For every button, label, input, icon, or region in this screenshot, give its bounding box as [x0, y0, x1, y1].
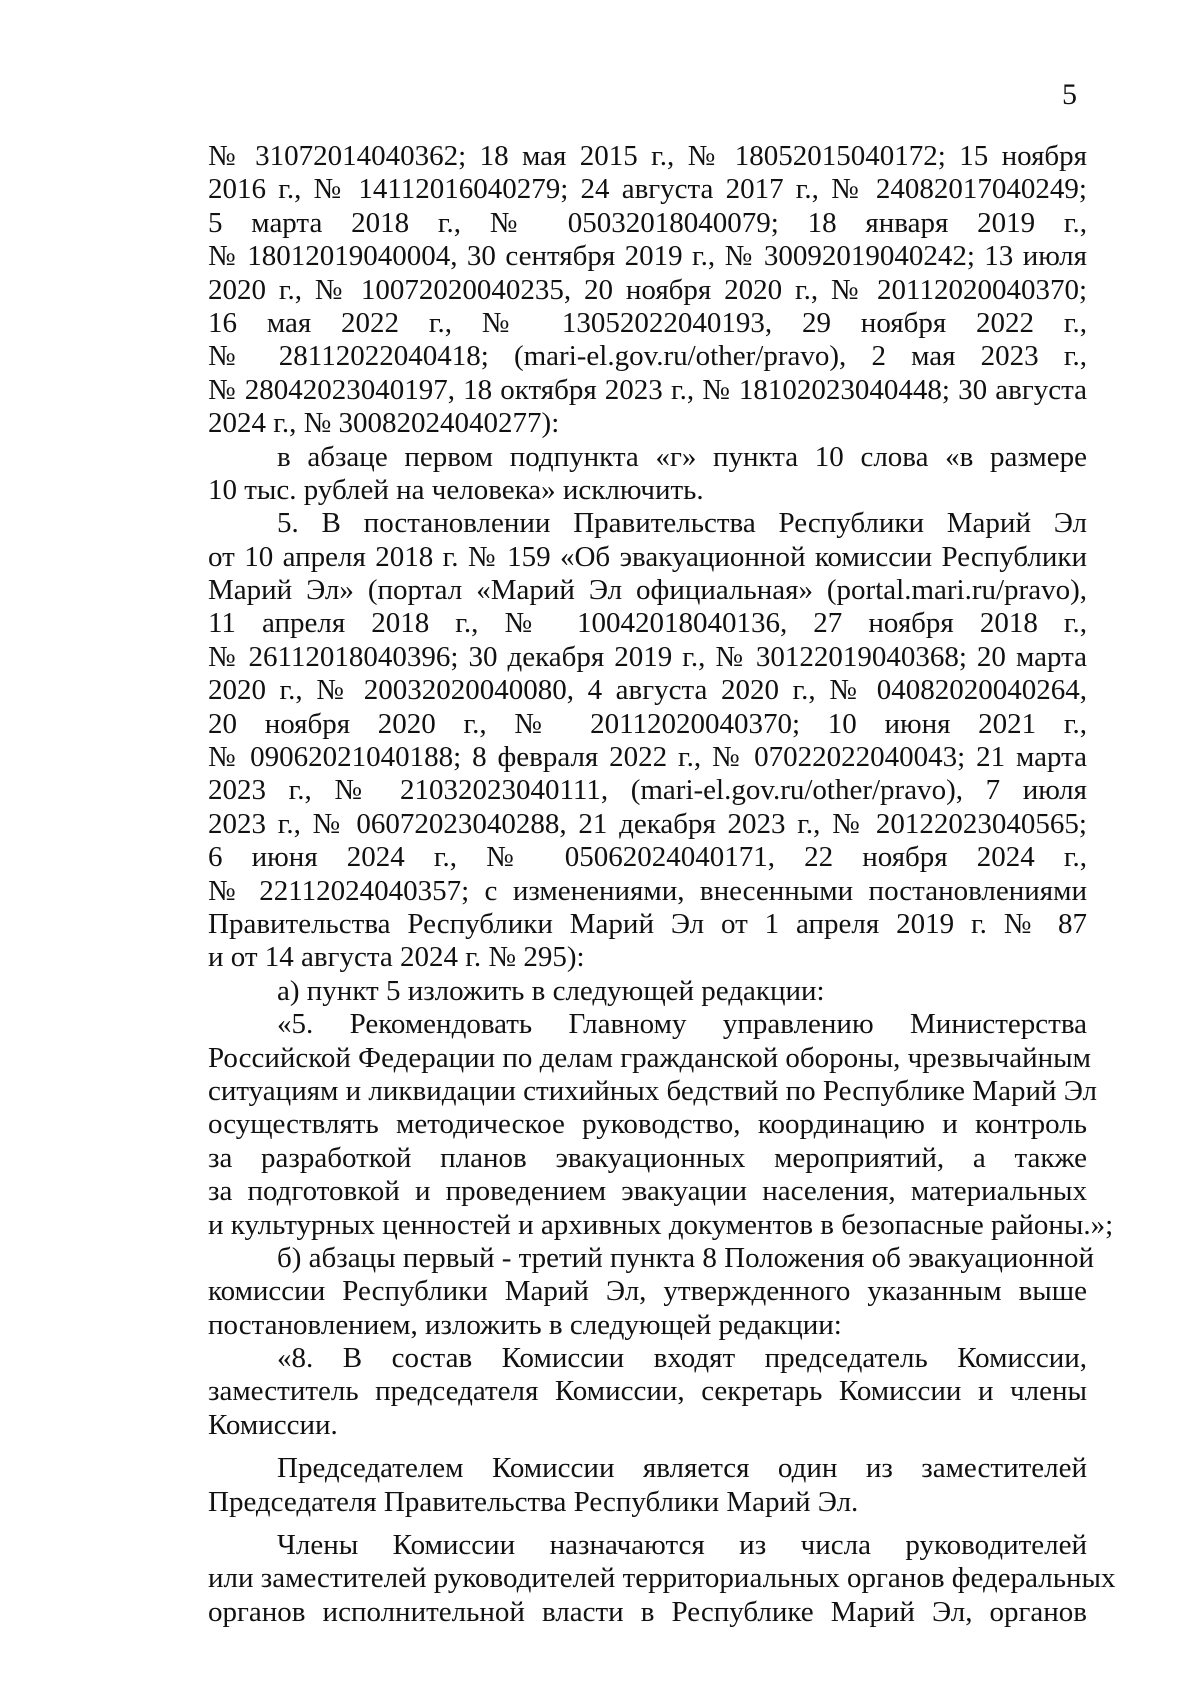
text-line: № 31072014040362; 18 мая 2015 г., № 18052015040172; 15 ноября [208, 140, 1087, 172]
text-line: 2020 г., № 20032020040080, 4 августа 2020 г., № 04082020040264, [208, 674, 1087, 707]
text-line: в абзаце первом подпункта «г» пункта 10 слова «в размере [277, 440, 1087, 473]
text-line: «8. В состав Комиссии входят председатель Комиссии, [277, 1342, 1087, 1375]
text-line: 20 ноября 2020 г., № 20112020040370; 10 июня 2021 г., [208, 707, 1087, 740]
text-line: б) абзацы первый - третий пункта 8 Положения об эвакуационной [277, 1241, 1094, 1274]
text-line: и от 14 августа 2024 г. № 295): [208, 941, 585, 974]
paragraph-spacer [208, 1519, 1087, 1529]
text-line: Члены Комиссии назначаются из числа руководителей [277, 1529, 1087, 1562]
text-line: 16 мая 2022 г., № 13052022040193, 29 ноября 2022 г., [208, 306, 1087, 339]
paragraph-quote-item-5 [208, 1008, 1114, 1242]
text-line: № 28042023040197, 18 октября 2023 г., № 18102023040448; 30 августа [208, 373, 1087, 406]
paragraph-subpoint-g [208, 441, 1087, 508]
text-line: и культурных ценностей и архивных документов в безопасные районы.»; [208, 1208, 1114, 1241]
text-line: Правительства Республики Марий Эл от 1 апреля 2019 г. № 87 [208, 907, 1087, 940]
text-line: «5. Рекомендовать Главному управлению Министерства [277, 1008, 1087, 1041]
text-line: 11 апреля 2018 г., № 10042018040136, 27 ноября 2018 г., [208, 607, 1087, 640]
text-line: № 22112024040357; с изменениями, внесенными постановлениями [208, 874, 1087, 907]
text-line: или заместителей руководителей территориальных органов федеральных [208, 1562, 1116, 1595]
text-line: ситуациям и ликвидации стихийных бедствий по Республике Марий Эл [208, 1074, 1097, 1107]
page-number: 5 [1062, 78, 1077, 111]
text-line: 5. В постановлении Правительства Республики Марий Эл [277, 507, 1087, 540]
text-line: постановлением, изложить в следующей редакции: [208, 1308, 842, 1341]
text-line: Председателем Комиссии является один из заместителей [277, 1452, 1087, 1485]
text-line: 2023 г., № 21032023040111, (mari-el.gov.ru/other/pravo), 7 июля [208, 774, 1087, 807]
text-line: № 26112018040396; 30 декабря 2019 г., № 30122019040368; 20 марта [208, 640, 1087, 673]
paragraph-subpoint-b [208, 1241, 1094, 1342]
text-line: Председателя Правительства Республики Марий Эл. [208, 1485, 859, 1518]
text-line: органов исполнительной власти в Республике Марий Эл, органов [208, 1595, 1087, 1628]
text-line: комиссии Республики Марий Эл, утвержденного указанным выше [208, 1275, 1087, 1308]
text-line: 2020 г., № 10072020040235, 20 ноября 2020 г., № 20112020040370; [208, 273, 1087, 306]
paragraph-chairman [208, 1452, 1087, 1519]
paragraph-quote-item-8 [208, 1342, 1087, 1442]
paragraph-subpoint-a [208, 975, 1087, 1008]
text-line: 2016 г., № 14112016040279; 24 августа 2017 г., № 24082017040249; [208, 173, 1087, 206]
paragraph-members [208, 1529, 1116, 1629]
text-line: Марий Эл» (портал «Марий Эл официальная» (portal.mari.ru/pravo), [208, 574, 1087, 607]
text-line: № 18012019040004, 30 сентября 2019 г., № 30092019040242; 13 июля [208, 240, 1087, 273]
paragraph-item-5 [208, 507, 1087, 974]
text-line: за разработкой планов эвакуационных мероприятий, а также [208, 1141, 1087, 1174]
text-line: № 28112022040418; (mari-el.gov.ru/other/pravo), 2 мая 2023 г., [208, 340, 1087, 373]
text-line: 5 марта 2018 г., № 05032018040079; 18 января 2019 г., [208, 206, 1087, 239]
text-line: от 10 апреля 2018 г. № 159 «Об эвакуационной комиссии Республики [208, 540, 1087, 573]
paragraph-registration-list [208, 140, 1087, 441]
text-line: 2024 г., № 30082024040277): [208, 407, 560, 440]
text-line: осуществлять методическое руководство, координацию и контроль [208, 1108, 1087, 1141]
text-line: заместитель председателя Комиссии, секретарь Комиссии и члены [208, 1375, 1087, 1408]
paragraph-spacer [208, 1442, 1087, 1452]
text-line: за подготовкой и проведением эвакуации населения, материальных [208, 1175, 1087, 1208]
text-line: 10 тыс. рублей на человека» исключить. [208, 473, 704, 506]
text-line: Комиссии. [208, 1408, 338, 1441]
document-body [208, 140, 1116, 1629]
text-line: Российской Федерации по делам гражданской обороны, чрезвычайным [208, 1041, 1091, 1074]
text-line: 6 июня 2024 г., № 05062024040171, 22 ноября 2024 г., [208, 841, 1087, 874]
text-line: 2023 г., № 06072023040288, 21 декабря 2023 г., № 20122023040565; [208, 807, 1087, 840]
text-line: № 09062021040188; 8 февраля 2022 г., № 07022022040043; 21 марта [208, 741, 1087, 774]
text-line: а) пункт 5 изложить в следующей редакции: [277, 974, 825, 1007]
